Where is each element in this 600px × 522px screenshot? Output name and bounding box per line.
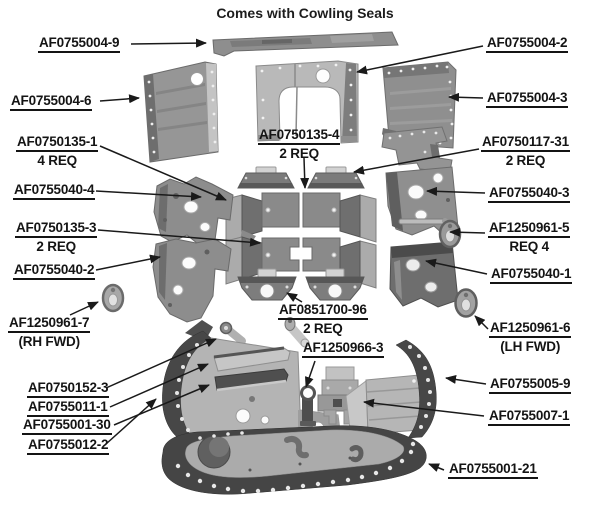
part-label-af0755001-21: AF0755001-21 (448, 461, 538, 480)
part-latch-clip-left (221, 323, 243, 342)
part-label-af0755011-1: AF0755011-1 (27, 399, 109, 418)
part-label-af0750117-31: AF0750117-31 2 REQ (482, 134, 569, 168)
part-label-af0755040-4: AF0755040-4 (13, 182, 95, 201)
part-label-af0755004-2: AF0755004-2 (486, 35, 568, 54)
part-label-af0755040-3: AF0755040-3 (488, 185, 570, 204)
part-label-af1250961-6: AF1250961-6 (LH FWD) (490, 320, 571, 354)
part-label-af0755012-2: AF0755012-2 (27, 437, 109, 456)
part-label-af0755001-30: AF0755001-30 (22, 417, 112, 436)
part-label-af0851700-96: AF0851700-96 2 REQ (279, 302, 367, 336)
leader-af0755004-9 (131, 43, 206, 44)
part-lower-cowl-half (162, 426, 426, 495)
part-label-af0755004-6: AF0755004-6 (10, 93, 92, 112)
part-label-af1250966-3: AF1250966-3 (302, 340, 384, 359)
leader-af0750135-4 (304, 158, 305, 188)
part-top-seal-strip (213, 32, 398, 56)
part-label-af0755004-3: AF0755004-3 (486, 90, 568, 109)
part-left-hinge-plate-upper (154, 177, 233, 244)
part-upper-clamp-left (238, 167, 294, 188)
diagram-title: Comes with Cowling Seals (216, 5, 394, 21)
leader-af0755004-6 (100, 98, 139, 101)
part-label-af0755040-1: AF0755040-1 (490, 266, 572, 285)
part-seal-row-1 (226, 193, 376, 242)
part-grommet-lh-fwd (456, 290, 477, 317)
part-grommet-rh-fwd (103, 285, 123, 311)
part-right-hinge-plate-lower (390, 242, 458, 307)
leader-af1250961-6 (475, 316, 488, 329)
leader-af0755005-9 (446, 378, 486, 384)
leader-af1250961-5 (450, 232, 485, 233)
part-upper-clamp-right (308, 167, 364, 188)
part-left-hinge-plate-lower (153, 239, 231, 322)
part-label-af0755005-9: AF0755005-9 (489, 376, 571, 395)
part-label-af0750152-3: AF0750152-3 (27, 380, 109, 399)
part-label-af1250961-5: AF1250961-5 REQ 4 (489, 220, 570, 254)
leader-af1250966-3 (306, 361, 315, 387)
part-label-af0755007-1: AF0755007-1 (488, 408, 570, 427)
part-label-af0750135-4: AF0750135-4 2 REQ (259, 127, 340, 161)
part-grommet-req4 (440, 221, 460, 247)
part-label-af0755004-9: AF0755004-9 (38, 35, 120, 54)
part-left-top-panel (144, 62, 218, 162)
leader-af0755001-21 (429, 464, 444, 470)
leader-af0851700-96 (287, 293, 302, 302)
part-label-af0750135-3: AF0750135-3 2 REQ (16, 220, 97, 254)
leader-af1250961-7 (70, 302, 98, 315)
leader-af0755040-2 (96, 257, 160, 270)
part-label-af0750135-1: AF0750135-1 4 REQ (17, 134, 98, 168)
part-label-af1250961-7: AF1250961-7 (RH FWD) (9, 315, 90, 349)
leader-af0755004-3 (449, 97, 483, 98)
part-label-af0755040-2: AF0755040-2 (13, 262, 95, 281)
